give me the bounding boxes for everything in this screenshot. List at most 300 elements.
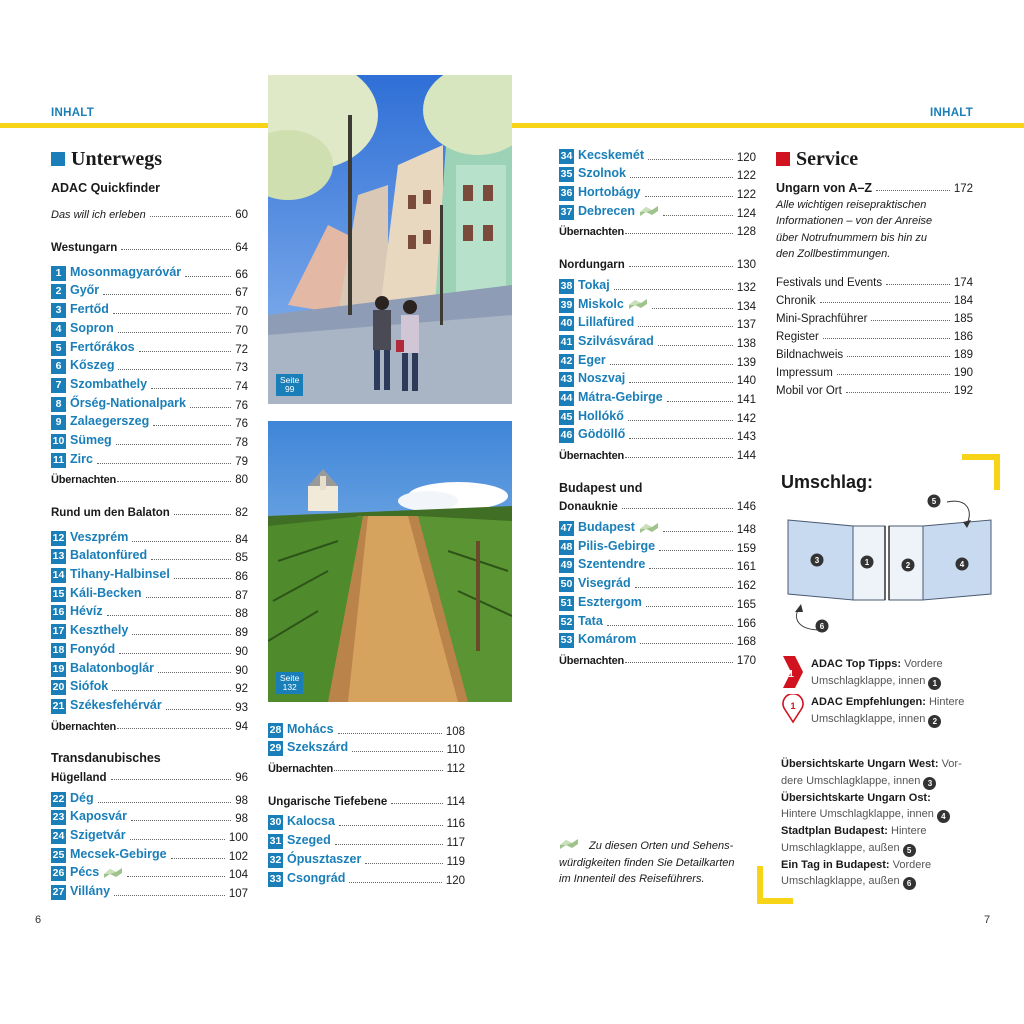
item-page: 159 [736,542,756,555]
item-label: Fertőd [70,302,109,317]
middle-column [268,719,465,887]
item-page: 122 [736,170,756,183]
map-icon [559,838,579,850]
item-number-badge: 46 [560,429,573,442]
street-photo-illustration [268,75,512,404]
service-item[interactable] [776,307,973,325]
item-page: 110 [446,744,465,757]
item-label: Sümeg [70,432,112,447]
item-number-badge: 49 [560,559,573,572]
item-number-badge: 5 [51,341,66,356]
toc-item[interactable] [51,393,248,412]
item-number-badge: 45 [560,410,573,423]
toc-item[interactable] [51,449,248,468]
item-number-badge: 33 [269,872,282,885]
top-tip-icon [781,656,805,688]
item-page: 165 [736,598,756,611]
item-number-badge: 36 [560,187,573,200]
item-page: 117 [446,837,465,850]
toc-item[interactable] [51,658,248,677]
toc-item[interactable] [559,313,756,332]
item-number-badge: 15 [52,587,65,600]
region-balaton[interactable]: Rund um den Balaton 82 [51,507,248,519]
service-item-page: 185 [953,313,973,326]
header-label-right: INHALT [930,107,974,119]
toc-item[interactable] [559,331,756,350]
item-label: Tokaj [578,277,610,292]
item-page: 122 [736,189,756,202]
toc-item[interactable] [559,555,756,574]
item-page: 90 [235,645,248,658]
header-bar-right [512,123,1024,128]
item-label: Tihany-Halbinsel [70,567,170,582]
item-number-badge: 1 [51,266,66,281]
item-page: 93 [235,701,248,714]
item-label: Székesfehérvár [70,697,162,712]
overnight-entry[interactable]: Übernachten 80 [51,474,248,487]
toc-item[interactable] [559,294,756,313]
item-number-badge: 23 [52,811,65,824]
item-label: Komárom [578,632,637,647]
map-entry-west[interactable]: Übersichtskarte Ungarn West: Vor- dere Umschlagklappe, innen 3 [781,758,962,788]
item-label: Szeged [287,833,331,848]
toc-item[interactable] [51,844,248,863]
service-item-page: 192 [953,385,973,398]
item-page: 141 [736,393,756,406]
item-page: 88 [235,608,248,621]
item-number-badge: 26 [52,867,65,880]
item-page: 92 [235,683,248,696]
item-label: Szolnok [578,166,626,181]
item-number-badge: 47 [560,522,573,535]
service-item[interactable] [776,379,973,397]
item-label: Balatonfüred [70,548,148,563]
item-number-badge: 29 [269,742,282,755]
toc-item[interactable] [51,299,248,318]
toc-item[interactable] [559,517,756,536]
item-page: 70 [235,324,248,337]
item-page: 74 [235,380,248,393]
item-label: Kőszeg [70,358,115,373]
item-page: 108 [445,725,465,738]
toc-item[interactable] [268,738,465,757]
toc-item[interactable] [51,583,248,602]
toc-item[interactable] [51,281,248,300]
empfehlungen-legend: 1 ADAC Empfehlungen: Hintere Umschlagklappe, innen 2 [781,694,964,728]
item-label: Kalocsa [287,814,335,829]
cover-label-6: 6 [819,622,825,631]
item-label: Zirc [70,451,93,466]
header-bar-left [0,123,268,128]
item-label: Pécs [70,865,100,880]
item-page: 100 [228,832,248,844]
item-page: 148 [736,524,756,537]
toc-item[interactable] [268,849,465,868]
item-label: Fonyód [70,641,116,656]
service-item-page: 190 [953,367,973,380]
service-item-label: Bildnachweis [776,349,844,362]
toc-item[interactable] [559,630,756,649]
item-page: 116 [446,818,465,831]
item-label: Visegrád [578,576,631,591]
item-number-badge: 27 [52,886,65,899]
item-page: 67 [235,287,248,300]
a-z-desc: über Notrufnummern bis hin zu [776,231,928,244]
item-label: Tata [578,613,603,628]
toc-item[interactable] [559,201,756,220]
item-label: Mosonmagyaróvár [70,264,182,279]
cover-label-1: 1 [864,558,870,567]
toc-item[interactable] [559,592,756,611]
toc-item[interactable] [51,677,248,696]
item-label: Győr [70,283,100,298]
toc-item[interactable] [559,536,756,555]
service-item-page: 186 [953,331,973,344]
item-number-badge: 19 [52,662,65,675]
item-page: 73 [235,362,248,375]
empfehlung-icon [781,694,805,724]
page-number-right: 7 [984,914,991,926]
toc-item[interactable] [559,573,756,592]
toc-item[interactable] [268,719,465,738]
item-label: Szilvásvárad [578,333,654,348]
toc-item[interactable] [559,350,756,369]
item-page: 134 [736,300,756,313]
item-number-badge: 28 [269,723,282,736]
map-entry-stadtplan[interactable]: Stadtplan Budapest: Hintere Umschlagklappe, außen 5 [781,825,927,855]
item-number-badge: 53 [560,634,573,647]
item-label: Villány [70,884,111,899]
toc-item[interactable] [51,639,248,658]
item-label: Káli-Becken [70,585,142,600]
toc-item[interactable] [51,564,248,583]
item-label: Gödöllő [578,427,626,442]
item-page: 142 [736,412,756,425]
toc-item[interactable] [559,275,756,294]
toc-item[interactable] [51,374,248,393]
item-page: 72 [235,343,248,356]
item-label: Szigetvár [70,828,126,842]
item-page: 85 [235,552,248,565]
toc-item[interactable] [51,430,248,449]
service-item[interactable] [776,271,973,289]
item-page: 137 [736,319,756,332]
toc-item[interactable] [51,825,248,844]
toc-item[interactable] [51,807,248,826]
item-number-badge: 21 [52,699,65,712]
toc-entry[interactable]: Das will ich erleben 60 [51,209,248,222]
item-number-badge: 51 [560,596,573,609]
cover-title: Umschlag: [781,472,874,492]
item-label: Veszprém [70,529,129,544]
item-label: Esztergom [578,594,642,609]
quickfinder-title: ADAC Quickfinder [51,180,161,195]
item-page: 143 [736,431,756,444]
map-note: Zu diesen Orten und Sehens- würdigkeiten finden Sie Detailkarten im Innenteil des Reiseführers. [559,840,735,886]
toc-item[interactable] [51,602,248,621]
number-circle: 3 [923,777,936,790]
item-number-badge: 42 [560,354,573,367]
item-page: 76 [235,399,248,412]
item-label: Szentendre [578,557,646,572]
item-page: 168 [736,636,756,649]
item-number-badge: 7 [51,378,66,393]
map-icon [639,205,659,217]
item-page: 84 [235,533,248,546]
item-number-badge: 9 [51,415,66,430]
number-circle: 1 [928,677,941,690]
item-number-badge: 34 [560,149,573,162]
toc-item[interactable] [559,369,756,388]
item-page: 76 [235,418,248,431]
item-page: 124 [736,207,756,220]
item-page: 104 [228,869,248,882]
number-circle: 4 [937,810,950,823]
item-number-badge: 8 [51,397,66,412]
region-budapest-und[interactable]: Budapest und [559,480,643,495]
corner-bracket-top [962,452,1002,492]
item-number-badge: 20 [52,681,65,694]
item-page: 166 [736,617,756,630]
map-icon [103,867,123,879]
unterwegs-title: Unterwegs [51,148,248,170]
item-number-badge: 37 [560,205,573,218]
service-item-page: 174 [953,277,973,290]
item-label: Mecsek-Gebirge [70,846,167,861]
toc-item[interactable] [51,356,248,375]
item-number-badge: 13 [52,550,65,563]
blue-square-icon [51,152,65,166]
toc-item[interactable] [559,611,756,630]
toc-item[interactable] [51,863,248,882]
item-label: Siófok [70,679,109,694]
item-page: 139 [736,356,756,369]
item-number-badge: 39 [560,298,573,311]
item-page: 120 [445,874,465,887]
service-item-label: Mobil vor Ort [776,385,842,398]
item-number-badge: 16 [52,606,65,619]
item-label: Eger [578,352,606,367]
item-page: 98 [235,794,248,807]
cover-label-2: 2 [905,561,911,570]
item-page: 70 [235,306,248,319]
toc-item[interactable] [51,546,248,565]
service-item[interactable] [776,361,973,379]
overnight-entry[interactable]: Übernachten 170 [559,654,756,667]
service-title: Service [776,148,973,170]
toc-item[interactable] [51,620,248,639]
item-number-badge: 11 [52,453,65,466]
item-label: Ópusztaszer [287,851,362,866]
number-circle: 6 [903,877,916,890]
toc-item[interactable] [559,182,756,201]
map-entry-ein-tag[interactable]: Ein Tag in Budapest: Vordere Umschlagklappe, außen 6 [781,858,932,889]
item-label: Dég [70,790,94,805]
toc-item[interactable] [51,412,248,431]
item-number-badge: 32 [269,853,282,866]
item-number-badge: 22 [52,792,65,805]
service-item-label: Register [776,331,819,344]
item-number-badge: 44 [560,391,573,404]
top-tips-legend: 1 ADAC Top Tipps: Vordere Umschlagklappe, innen 1 [781,656,943,690]
unterwegs-column [51,148,248,900]
item-page: 138 [736,337,756,350]
service-item-label: Mini-Sprachführer [776,313,868,326]
cover-label-5: 5 [931,497,937,506]
service-item-page: 189 [953,349,973,362]
overnight-entry[interactable]: Übernachten 144 [559,450,756,462]
item-number-badge: 4 [51,322,66,337]
vineyard-photo-illustration [268,421,512,702]
item-page: 132 [736,281,756,294]
region-westungarn[interactable]: Westungarn 64 [51,242,248,255]
item-number-badge: 40 [560,317,573,330]
toc-item[interactable] [51,527,248,546]
overnight-entry[interactable]: Übernachten 112 [268,763,465,776]
toc-item[interactable] [51,788,248,807]
a-z-desc: Informationen – von der Anreise [776,215,933,228]
cover-label-3: 3 [814,556,820,565]
toc-item[interactable] [559,387,756,406]
page-badge-99[interactable]: Seite 99 [276,374,303,396]
item-page: 119 [446,855,465,868]
photo-street [268,75,512,404]
region-nordungarn[interactable]: Nordungarn 130 [559,259,756,272]
item-label: Hollókő [578,408,624,423]
item-label: Miskolc [578,296,624,311]
toc-item[interactable] [559,406,756,425]
item-label: Noszvaj [578,371,626,386]
region-tiefebene[interactable]: Ungarische Tiefebene 114 [268,795,465,808]
item-page: 98 [235,813,248,826]
svg-text:1: 1 [790,701,796,711]
toc-item[interactable] [559,425,756,444]
maps-legend [781,756,981,890]
header-label-left: INHALT [51,107,95,119]
item-label: Kaposvár [70,809,127,824]
item-label: Mohács [287,721,334,736]
map-icon [628,298,648,310]
item-label: Hortobágy [578,185,641,200]
region-donauknie[interactable]: Donauknie 146 [559,501,756,514]
item-number-badge: 17 [52,625,65,638]
item-label: Budapest [578,520,635,535]
item-number-badge: 2 [51,284,66,299]
item-label: Mátra-Gebirge [578,389,663,404]
item-page: 107 [228,888,248,901]
item-number-badge: 3 [51,303,66,318]
item-page: 78 [235,436,248,449]
item-page: 120 [736,151,756,164]
a-z-desc: Alle wichtigen reisepraktischen [776,198,927,211]
item-number-badge: 52 [560,615,573,628]
third-column [559,145,756,667]
service-item[interactable] [776,325,973,343]
red-square-icon [776,152,790,166]
toc-item[interactable] [559,145,756,164]
toc-item[interactable] [268,812,465,831]
region-huegelland[interactable]: Hügelland 96 [51,771,248,784]
toc-item[interactable] [51,881,248,900]
item-number-badge: 25 [52,848,65,861]
map-icon [639,522,659,534]
toc-item[interactable] [51,262,248,281]
overnight-entry[interactable]: Übernachten 94 [51,720,248,733]
toc-item[interactable] [268,868,465,887]
item-label: Sopron [70,320,114,335]
toc-item[interactable] [51,695,248,714]
cover-diagram [783,490,993,640]
item-number-badge: 18 [52,643,65,656]
item-label: Debrecen [578,203,635,218]
item-number-badge: 48 [560,540,573,553]
toc-item[interactable] [51,337,248,356]
a-z-entry[interactable]: Ungarn von A–Z 172 [776,180,973,195]
item-page: 89 [235,627,248,640]
item-page: 102 [228,850,248,863]
cover-label-4: 4 [959,560,965,569]
item-page: 161 [736,561,756,574]
item-number-badge: 35 [560,168,573,181]
service-item-label: Impressum [776,367,833,380]
item-label: Lillafüred [578,315,635,330]
region-transdanubisches[interactable]: Transdanubisches [51,751,161,766]
service-column [776,148,973,397]
toc-item[interactable] [559,164,756,183]
service-item[interactable] [776,343,973,361]
item-label: Kecskemét [578,147,645,162]
service-item[interactable] [776,289,973,307]
item-number-badge: 43 [560,373,573,386]
item-page: 86 [235,571,248,584]
item-number-badge: 41 [560,335,573,348]
item-label: Hévíz [70,604,103,619]
item-label: Balatonboglár [70,660,155,675]
item-number-badge: 24 [52,830,65,842]
number-circle: 2 [928,715,941,728]
item-number-badge: 14 [52,569,65,582]
number-circle: 5 [903,844,916,857]
svg-text:1: 1 [788,669,794,680]
item-number-badge: 30 [269,816,282,829]
item-number-badge: 50 [560,578,573,591]
item-page: 79 [235,455,248,468]
toc-item[interactable] [51,318,248,337]
item-number-badge: 12 [52,531,65,544]
item-label: Szombathely [70,376,148,391]
map-entry-ost[interactable]: Übersichtskarte Ungarn Ost: Hintere Umschlagklappe, innen 4 [781,790,981,824]
service-item-label: Festivals und Events [776,277,883,290]
item-label: Keszthely [70,623,129,638]
item-number-badge: 6 [51,359,66,374]
service-item-page: 184 [953,295,973,308]
item-number-badge: 38 [560,279,573,292]
item-label: Őrség-Nationalpark [70,395,187,410]
item-page: 90 [235,664,248,677]
service-item-label: Chronik [776,295,816,308]
page-badge-132[interactable]: Seite 132 [276,672,303,694]
item-label: Zalaegerszeg [70,414,150,429]
item-label: Fertőrákos [70,339,135,354]
toc-item[interactable] [268,830,465,849]
item-number-badge: 10 [52,434,65,447]
item-page: 140 [736,375,756,388]
overnight-entry[interactable]: Übernachten 128 [559,226,756,239]
item-label: Szekszárd [287,740,349,755]
item-page: 162 [736,580,756,593]
item-page: 66 [235,268,248,281]
photo-vineyard [268,421,512,702]
